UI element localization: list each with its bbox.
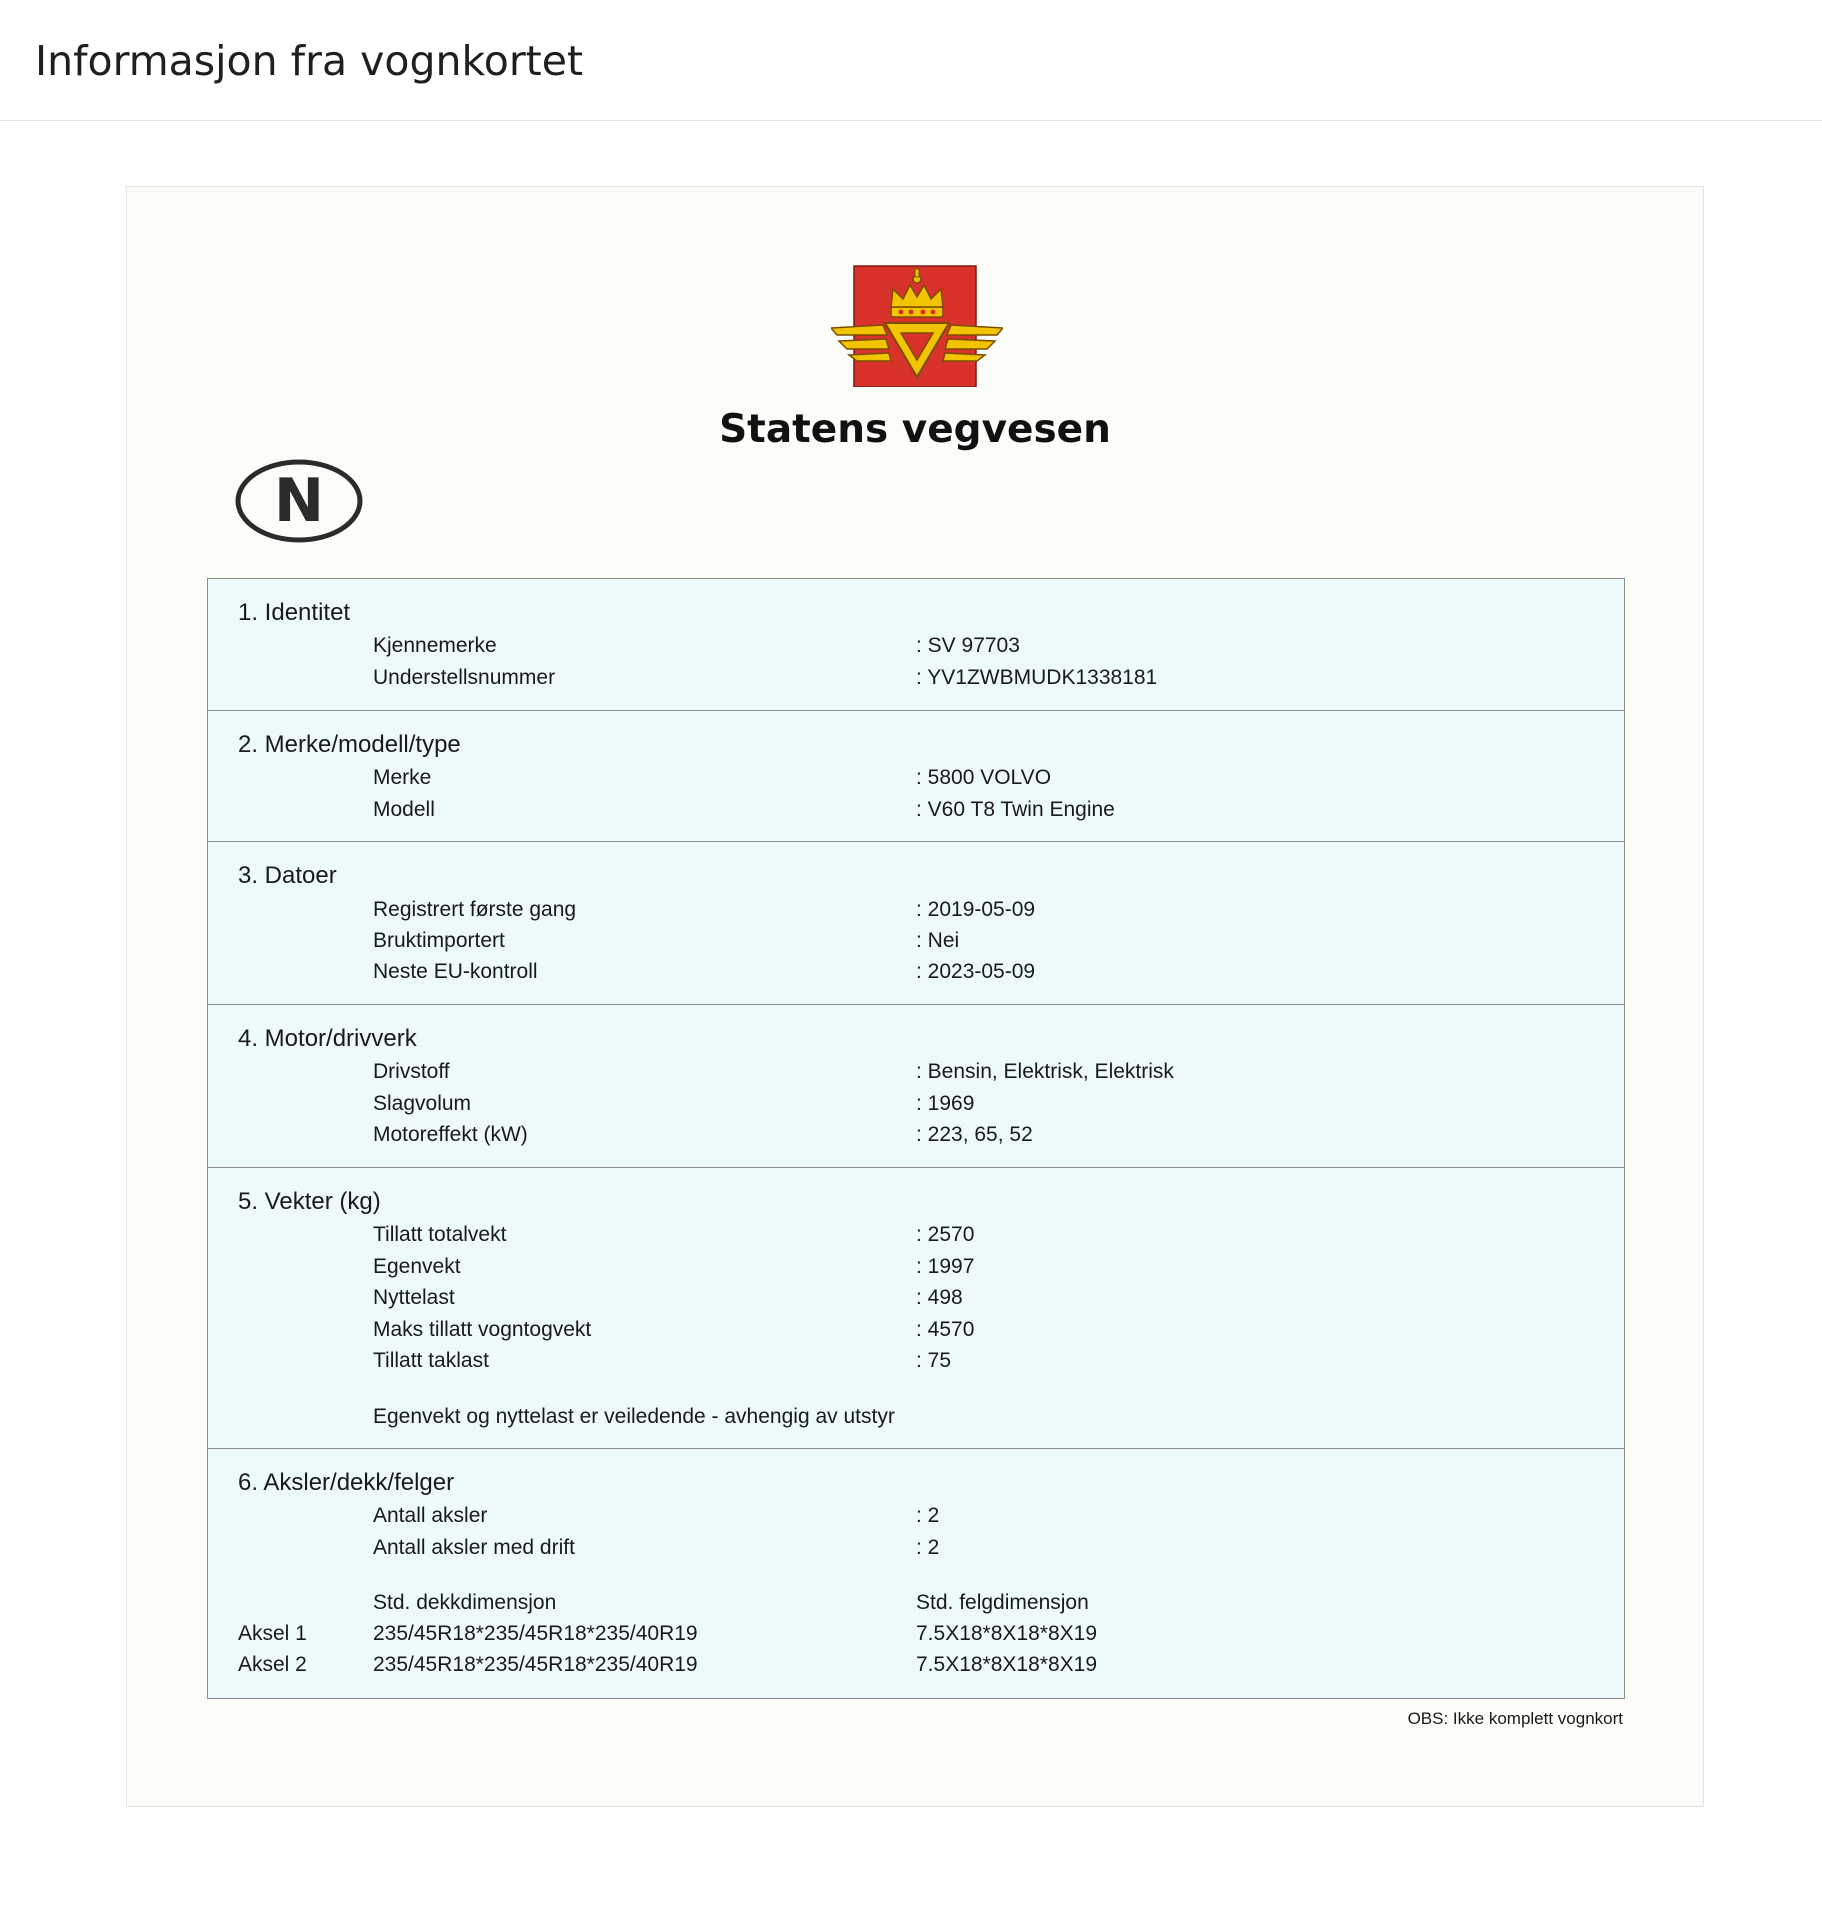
field-row bbox=[208, 956, 1624, 988]
field-row bbox=[208, 1251, 1624, 1283]
field-value: : 2 bbox=[916, 1536, 940, 1559]
field-label: Registrert første gang bbox=[373, 898, 577, 921]
axle-label: Aksel 1 bbox=[238, 1622, 307, 1645]
axle-row bbox=[208, 1618, 1624, 1650]
field-label: Motoreffekt (kW) bbox=[373, 1123, 528, 1146]
field-row bbox=[208, 1219, 1624, 1251]
section-title: 3. Datoer bbox=[238, 862, 337, 889]
section-title: 2. Merke/modell/type bbox=[238, 731, 461, 758]
field-value: : 2570 bbox=[916, 1223, 975, 1246]
field-label: Merke bbox=[373, 766, 432, 789]
section-title: 4. Motor/drivverk bbox=[238, 1025, 417, 1052]
section-motor-drivverk bbox=[208, 1004, 1624, 1167]
field-label: Maks tillatt vogntogvekt bbox=[373, 1318, 592, 1341]
axle-header-row bbox=[208, 1587, 1624, 1619]
field-row bbox=[208, 1532, 1624, 1564]
field-row bbox=[208, 662, 1624, 694]
vognkort-table bbox=[207, 578, 1625, 1699]
section-vekter bbox=[208, 1167, 1624, 1448]
tire-dimension: 235/45R18*235/45R18*235/40R19 bbox=[373, 1653, 698, 1676]
statens-vegvesen-crest-icon bbox=[831, 265, 1003, 387]
field-value: : YV1ZWBMUDK1338181 bbox=[916, 666, 1158, 689]
field-row bbox=[208, 1088, 1624, 1120]
field-label: Antall aksler med drift bbox=[373, 1536, 575, 1559]
field-label: Kjennemerke bbox=[373, 634, 497, 657]
field-row bbox=[208, 762, 1624, 794]
field-value: : SV 97703 bbox=[916, 634, 1020, 657]
field-row bbox=[208, 894, 1624, 926]
field-label: Egenvekt bbox=[373, 1255, 461, 1278]
field-label: Slagvolum bbox=[373, 1092, 472, 1115]
section-datoer bbox=[208, 841, 1624, 1004]
section-identitet bbox=[208, 579, 1624, 710]
section-title: 1. Identitet bbox=[238, 599, 351, 626]
axle-row bbox=[208, 1649, 1624, 1681]
section-title: 6. Aksler/dekk/felger bbox=[238, 1469, 455, 1496]
brand-name: Statens vegvesen bbox=[719, 407, 1111, 452]
page-header bbox=[0, 0, 1822, 121]
field-row bbox=[208, 1282, 1624, 1314]
rim-dimension: 7.5X18*8X18*8X19 bbox=[916, 1622, 1097, 1645]
field-row bbox=[208, 1056, 1624, 1088]
field-label: Neste EU-kontroll bbox=[373, 960, 538, 983]
axle-label: Aksel 2 bbox=[238, 1653, 307, 1676]
field-value: : 223, 65, 52 bbox=[916, 1123, 1033, 1146]
field-value: : 1969 bbox=[916, 1092, 975, 1115]
tire-dimension: 235/45R18*235/45R18*235/40R19 bbox=[373, 1622, 698, 1645]
field-value: : 2 bbox=[916, 1504, 940, 1527]
field-row bbox=[208, 630, 1624, 662]
field-value: : 2023-05-09 bbox=[916, 960, 1036, 983]
field-row bbox=[208, 1500, 1624, 1532]
field-label: Nyttelast bbox=[373, 1286, 455, 1309]
field-label: Tillatt taklast bbox=[373, 1349, 489, 1372]
incomplete-card-note: OBS: Ikke komplett vognkort bbox=[1407, 1709, 1623, 1728]
field-label: Tillatt totalvekt bbox=[373, 1223, 507, 1246]
field-label: Understellsnummer bbox=[373, 666, 556, 689]
rim-dimension: 7.5X18*8X18*8X19 bbox=[916, 1653, 1097, 1676]
section-merke-modell-type bbox=[208, 710, 1624, 841]
field-row bbox=[208, 925, 1624, 957]
field-value: : Nei bbox=[916, 929, 960, 952]
field-label: Antall aksler bbox=[373, 1504, 488, 1527]
country-code: N bbox=[273, 466, 325, 536]
vognkort-card bbox=[126, 186, 1704, 1807]
country-code-badge bbox=[235, 459, 363, 543]
page-title: Informasjon fra vognkortet bbox=[35, 37, 584, 85]
field-row bbox=[208, 1345, 1624, 1377]
field-row bbox=[208, 794, 1624, 826]
section-aksler-dekk-felger bbox=[208, 1448, 1624, 1698]
field-row bbox=[208, 1119, 1624, 1151]
weights-note: Egenvekt og nyttelast er veiledende - avhengig av utstyr bbox=[373, 1405, 895, 1428]
field-label: Modell bbox=[373, 798, 435, 821]
field-value: : 1997 bbox=[916, 1255, 975, 1278]
field-value: : 2019-05-09 bbox=[916, 898, 1036, 921]
field-label: Drivstoff bbox=[373, 1060, 450, 1083]
field-row bbox=[208, 1314, 1624, 1346]
field-value: : 498 bbox=[916, 1286, 963, 1309]
field-value: : 4570 bbox=[916, 1318, 975, 1341]
section-title: 5. Vekter (kg) bbox=[238, 1188, 381, 1215]
field-label: Bruktimportert bbox=[373, 929, 505, 952]
field-value: : 75 bbox=[916, 1349, 952, 1372]
rim-dimension-header: Std. felgdimensjon bbox=[916, 1591, 1089, 1614]
tire-dimension-header: Std. dekkdimensjon bbox=[373, 1591, 557, 1614]
field-value: : Bensin, Elektrisk, Elektrisk bbox=[916, 1060, 1174, 1083]
field-value: : 5800 VOLVO bbox=[916, 766, 1052, 789]
field-value: : V60 T8 Twin Engine bbox=[916, 798, 1115, 821]
